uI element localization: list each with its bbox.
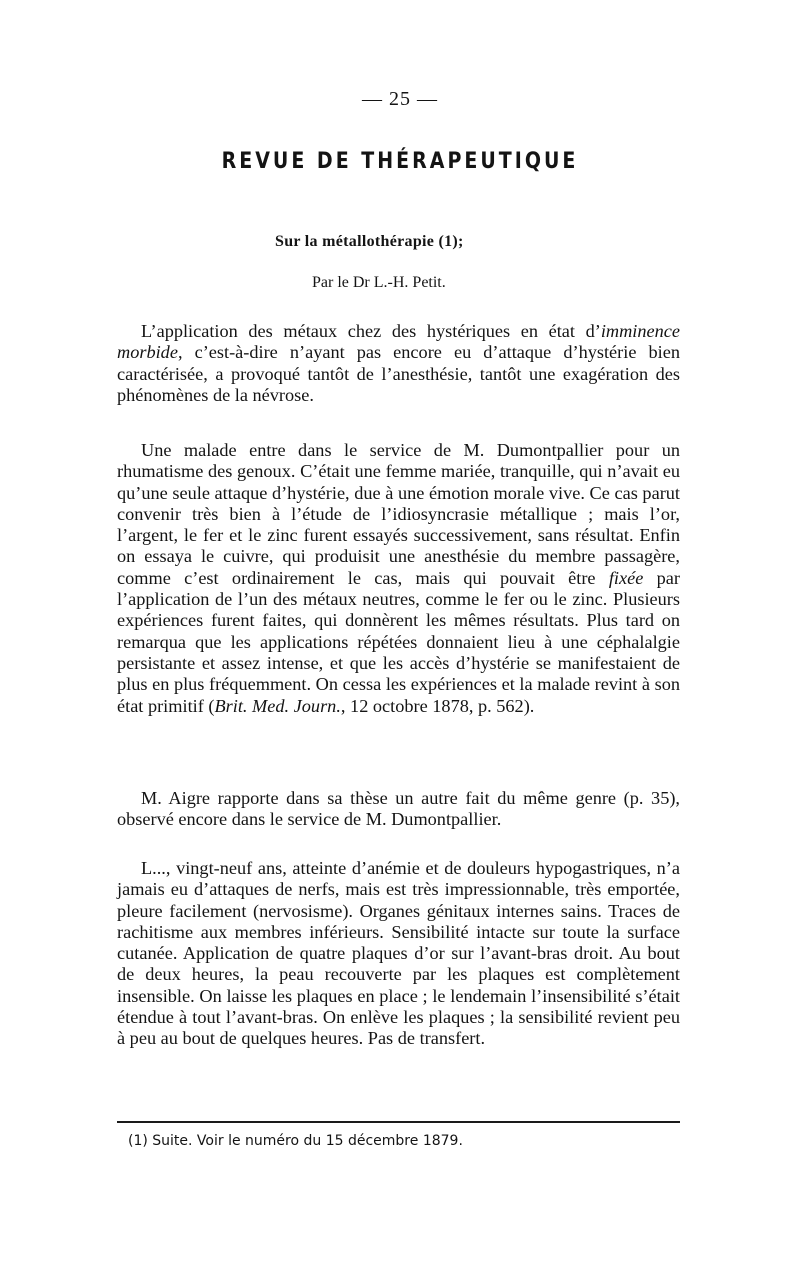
- article-byline: Par le Dr L.-H. Petit.: [312, 274, 446, 291]
- paragraph-case-one: [117, 440, 680, 717]
- paragraph-text: , c’est-à-dire n’ayant pas encore eu d’attaque d’hystérie bien caractérisée, a provoqué tantôt de l’anesthésie, tantôt une exagération des phénomènes de la névrose.: [117, 342, 680, 405]
- paragraph-text: Une malade entre dans le service de M. Dumontpallier pour un rhumatisme des genoux. C’était une femme mariée, tranquille, qui n’avait eu qu’une seule attaque d’hystérie, due à une émotion morale vive. Ce cas parut convenir très bien à l’étude de l’idiosyncrasie métallique ; mais l’or, l’argent, le fer et le zinc furent essayés successivement, sans résultat. Enfin on essaya le cuivre, qui produisit une anesthésie du membre passagère, comme c’est ordinairement le cas, mais qui pouvait être: [117, 440, 680, 588]
- article-title: Sur la métallothérapie (1);: [275, 233, 464, 250]
- italic-term: imminence morbide: [117, 321, 680, 363]
- page-number: — 25 —: [362, 88, 438, 110]
- footnote-divider: [117, 1121, 680, 1123]
- journal-title: REVUE DE THÉRAPEUTIQUE: [221, 148, 579, 174]
- footnote: (1) Suite. Voir le numéro du 15 décembre 1879.: [128, 1133, 463, 1149]
- paragraph-intro: [117, 321, 680, 406]
- paragraph-aigre: M. Aigre rapporte dans sa thèse un autre fait du même genre (p. 35), observé encore dans le service de M. Dumontpallier.: [117, 788, 680, 830]
- italic-term: fixée: [608, 567, 644, 588]
- paragraph-text: par l’application de l’un des métaux neutres, comme le fer ou le zinc. Plusieurs expériences furent faites, qui donnèrent les mêmes résultats. Plus tard on remarqua que les applications répétées donnaient lieu à une céphalalgie persistante et assez intense, et que les accès d’hystérie se manifestaient de plus en plus fréquemment. On cessa les expériences et la malade revint à son état primitif (: [117, 567, 680, 716]
- paragraph-case-two: L..., vingt-neuf ans, atteinte d’anémie et de douleurs hypogastriques, n’a jamais eu d’attaques de nerfs, mais est très impressionnable, très emportée, pleure facilement (nervosisme). Organes génitaux internes sains. Traces de rachitisme aux membres inférieurs. Sensibilité intacte sur toute la surface cutanée. Application de quatre plaques d’or sur l’avant-bras droit. Au bout de deux heures, la peau recouverte par les plaques est complètement insensible. On laisse les plaques en place ; le lendemain l’insensibilité s’était étendue à tout l’avant-bras. On enlève les plaques ; la sensibilité revient peu à peu au bout de quelques heures. Pas de transfert.: [117, 858, 680, 1049]
- citation-journal: Brit. Med. Journ.: [214, 695, 341, 716]
- paragraph-text: L’application des métaux chez des hystériques en état d’: [141, 321, 601, 341]
- paragraph-text: , 12 octobre 1878, p. 562).: [340, 695, 535, 716]
